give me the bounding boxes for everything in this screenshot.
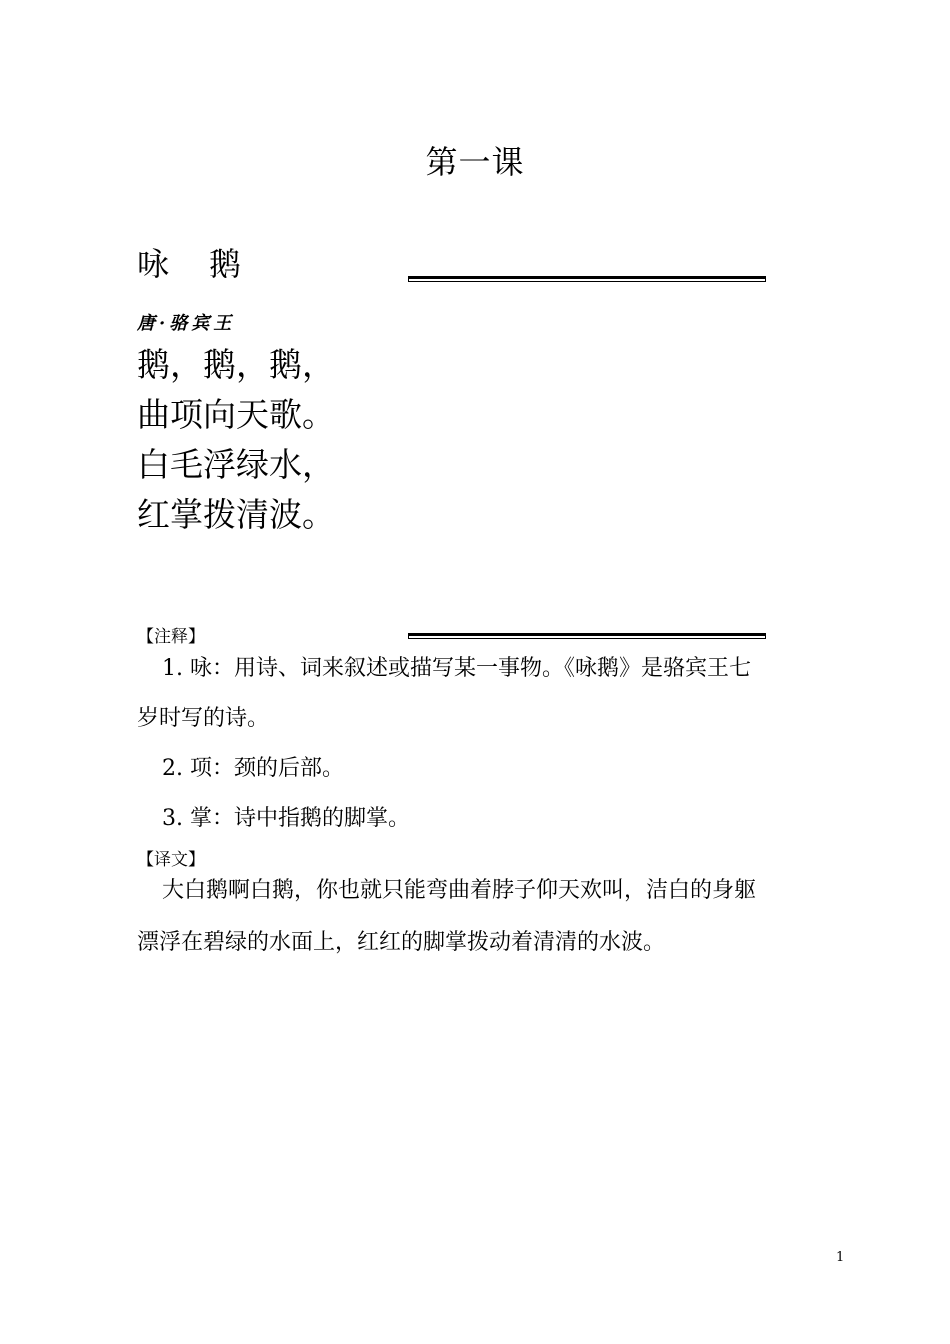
- poem-body: [137, 340, 335, 540]
- note-item-1: 1. 咏：用诗、词来叙述或描写某一事物。《咏鹅》是骆宾王七: [162, 656, 751, 681]
- translation-line-1: 大白鹅啊白鹅，你也就只能弯曲着脖子仰天欢叫，洁白的身躯: [162, 878, 757, 903]
- poem-title: [137, 244, 243, 284]
- note-item-2: 2. 项：颈的后部。: [162, 756, 344, 781]
- divider-rule-bottom: [408, 633, 766, 639]
- note-item-1-continued: 岁时写的诗。: [137, 706, 270, 731]
- poem-line: 鹅，鹅，鹅，: [137, 345, 335, 384]
- poem-title-char-1: 咏: [137, 245, 172, 283]
- notes-label: 【注释】: [137, 627, 205, 647]
- translation-label: 【译文】: [137, 850, 205, 870]
- note-item-3: 3. 掌：诗中指鹅的脚掌。: [162, 806, 410, 831]
- poem-title-char-2: 鹅: [209, 245, 244, 283]
- lesson-title: 第一课: [425, 143, 525, 181]
- page-number: 1: [836, 1250, 845, 1265]
- translation-line-2: 漂浮在碧绿的水面上，红红的脚掌拨动着清清的水波。: [137, 930, 666, 955]
- divider-rule-top: [408, 276, 766, 282]
- poem-author: 唐·骆宾王: [137, 313, 236, 334]
- poem-line: 白毛浮绿水，: [137, 445, 335, 484]
- poem-line: 曲项向天歌。: [137, 395, 335, 434]
- poem-line: 红掌拨清波。: [137, 495, 335, 534]
